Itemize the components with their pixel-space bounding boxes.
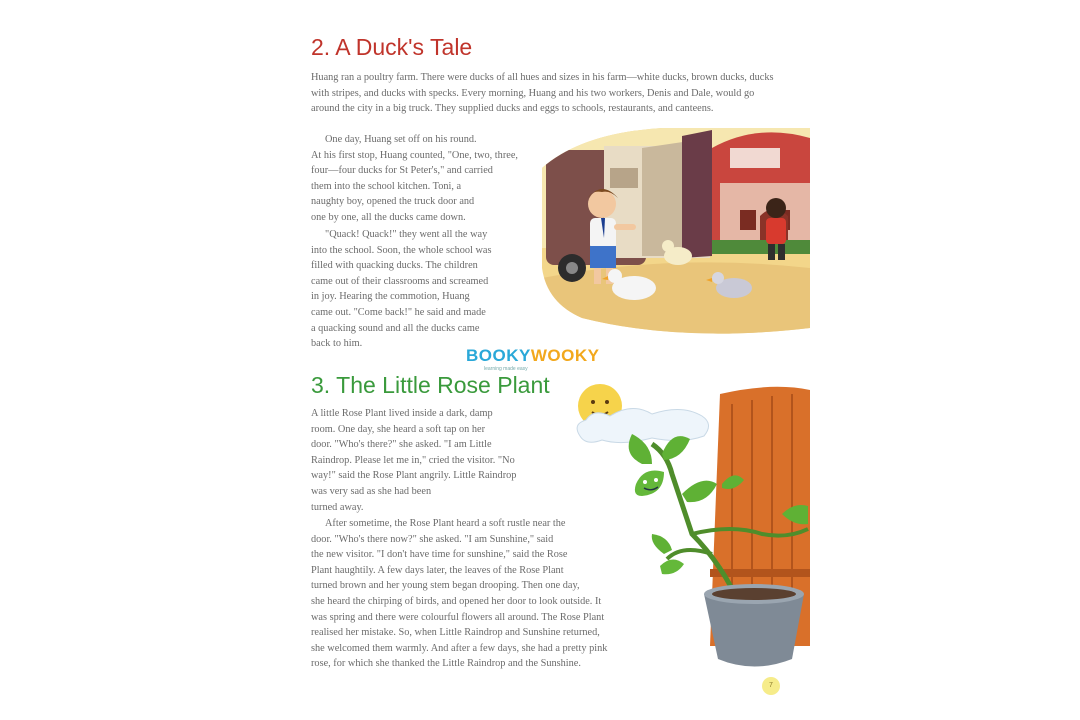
- text-line: realised her mistake. So, when Little Raindrop and Sunshine returned,: [311, 627, 600, 639]
- story1-title: 2. A Duck's Tale: [311, 34, 473, 60]
- text-line: rose, for which she thanked the Little Raindrop and the Sunshine.: [311, 658, 581, 670]
- text-line: she heard the chirping of birds, and opened her door to look outside. It: [311, 595, 602, 607]
- story1-para3: [311, 227, 551, 352]
- text-line: filled with quacking ducks. The children: [311, 260, 478, 272]
- text-line: Raindrop. Please let me in," cried the visitor. "No: [311, 454, 515, 466]
- text-line: One day, Huang set off on his round.: [325, 134, 477, 145]
- text-line: door. "Who's there now?" she asked. "I am Sunshine," said: [311, 533, 554, 545]
- text-line: came out of their classrooms and screamed: [311, 275, 489, 287]
- story2-para1: [311, 406, 561, 515]
- duck-truck-illustration: [542, 128, 810, 336]
- text-line: naughty boy, opened the truck door and: [311, 196, 475, 208]
- text-line: was very sad as she had been: [311, 485, 432, 497]
- text-line: way!" said the Rose Plant angrily. Little Raindrop: [311, 470, 517, 482]
- bookywooky-logo: BOOKYWOOKY learning made easy: [466, 346, 600, 372]
- text-line: door. "Who's there?" she asked. "I am Little: [311, 439, 492, 451]
- text-line: into the school. Soon, the whole school was: [311, 244, 492, 256]
- text-line: the new visitor. "I don't have time for sunshine," said the Rose: [311, 549, 568, 561]
- text-line: came out. "Come back!" he said and made: [311, 306, 486, 318]
- text-line: After sometime, the Rose Plant heard a soft rustle near the: [325, 518, 566, 529]
- text-line: turned away.: [311, 501, 364, 513]
- page-number: 7: [762, 677, 780, 695]
- rose-plant-illustration: [572, 384, 810, 674]
- text-line: Plant haughtily. A few days later, the leaves of the Rose Plant: [311, 564, 564, 576]
- text-line: she welcomed them warmly. And after a few days, she had a pretty pink: [311, 642, 608, 654]
- text-line: them into the school kitchen. Toni, a: [311, 180, 462, 192]
- text-line: A little Rose Plant lived inside a dark, damp: [311, 408, 493, 419]
- text-line: turned brown and her young stem began drooping. Then one day,: [311, 580, 580, 592]
- text-line: room. One day, she heard a soft tap on her: [311, 423, 486, 435]
- story1-intro: Huang ran a poultry farm. There were ducks of all hues and sizes in his farm—white ducks, brown ducks, ducks with stripes, and ducks with specks. Every morning, Huang and his two workers, Denis and Dale, would go around the city in a big truck. They supplied ducks and eggs to schools, restaurants, and canteens.: [311, 72, 774, 115]
- text-line: At his first stop, Huang counted, "One, two, three,: [311, 149, 518, 161]
- text-line: in joy. Hearing the commotion, Huang: [311, 291, 470, 303]
- text-line: one by one, all the ducks came down.: [311, 211, 466, 223]
- story2-title: 3. The Little Rose Plant: [311, 372, 550, 398]
- text-line: back to him.: [311, 338, 363, 350]
- text-line: was spring and there were colourful flowers all around. The Rose Plant: [311, 611, 605, 623]
- text-line: "Quack! Quack!" they went all the way: [325, 229, 488, 240]
- text-line: four—four ducks for St Peter's," and carried: [311, 165, 493, 177]
- text-line: a quacking sound and all the ducks came: [311, 322, 480, 334]
